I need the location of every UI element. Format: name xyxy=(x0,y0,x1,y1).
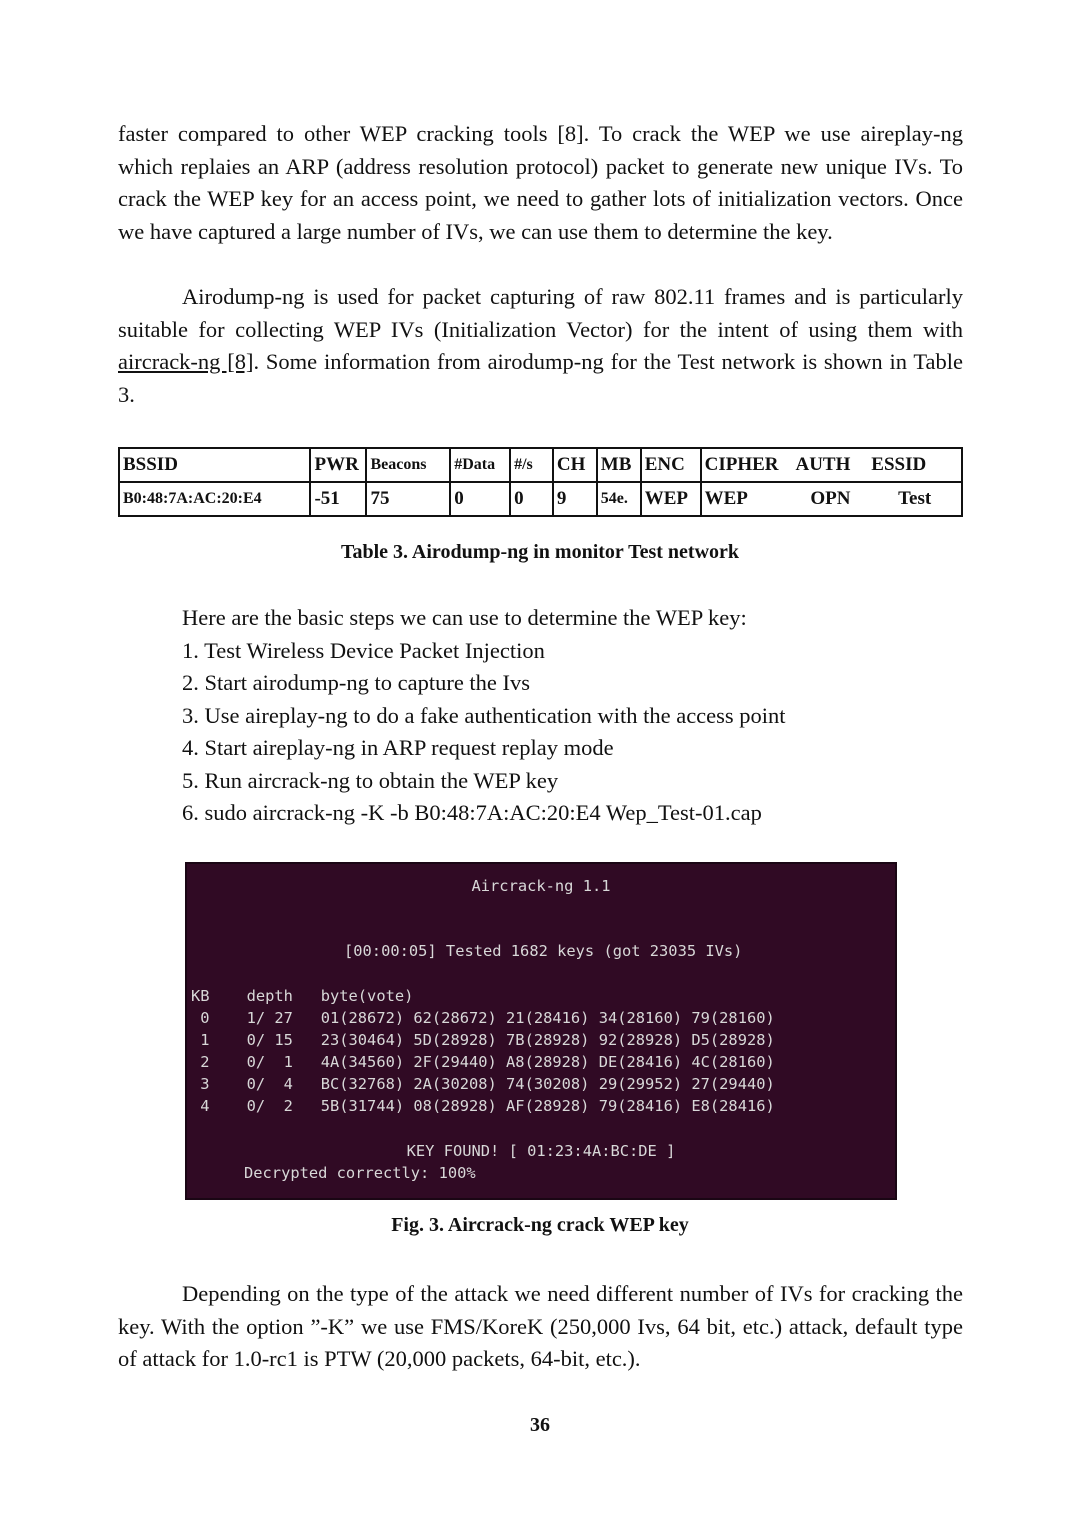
table-cell: 54e. xyxy=(597,482,641,516)
steps-list xyxy=(182,602,962,830)
terminal-tested-line: [00:00:05] Tested 1682 keys (got 23035 IVs) xyxy=(344,942,743,960)
terminal-row: 0 1/ 27 01(28672) 62(28672) 21(28416) 34(28160) 79(28160) xyxy=(191,1009,775,1027)
list-item: 6. sudo aircrack-ng -K -b B0:48:7A:AC:20:E4 Wep_Test-01.cap xyxy=(182,800,762,825)
table-header: CIPHER xyxy=(701,448,793,482)
page-number: 36 xyxy=(530,1414,550,1436)
table-header: #/s xyxy=(510,448,553,482)
table-row xyxy=(119,482,962,516)
terminal-row: 1 0/ 15 23(30464) 5D(28928) 7B(28928) 92(28928) D5(28928) xyxy=(191,1031,775,1049)
table-header: AUTH xyxy=(792,448,868,482)
paragraph-intro: faster compared to other WEP cracking tools [8]. To crack the WEP we use aireplay-ng which replaies an ARP (address resolution protocol) packet to generate new unique IVs. To crack the WEP key for an access point, we need to gather lots of initialization vectors. Once we have captured a large number of IVs, we can use them to determine the key. xyxy=(118,121,963,244)
table-caption: Table 3. Airodump-ng in monitor Test network xyxy=(340,541,740,563)
terminal-row: 4 0/ 2 5B(31744) 08(28928) AF(28928) 79(28416) E8(28416) xyxy=(191,1097,775,1115)
table-cell: -51 xyxy=(310,482,366,516)
list-item: 2. Start airodump-ng to capture the Ivs xyxy=(182,670,531,695)
terminal-key-found: KEY FOUND! [ 01:23:4A:BC:DE ] xyxy=(406,1142,676,1160)
table-cell: WEP xyxy=(701,482,793,516)
table-cell: 0 xyxy=(510,482,553,516)
table-header: PWR xyxy=(310,448,366,482)
paragraph-airodump-text-2: . Some information from airodump-ng for the Test network is shown in Table 3. xyxy=(118,349,964,407)
table-cell: 0 xyxy=(450,482,510,516)
paragraph-airodump xyxy=(118,281,963,411)
table-cell: OPN xyxy=(792,482,868,516)
table-cell: B0:48:7A:AC:20:E4 xyxy=(119,482,310,516)
table-header-row xyxy=(119,448,962,482)
steps-intro: Here are the basic steps we can use to determine the WEP key: xyxy=(182,605,747,630)
aircrack-reference-link[interactable]: aircrack-ng [8] xyxy=(118,349,254,374)
table-cell: 75 xyxy=(366,482,450,516)
list-item: 5. Run aircrack-ng to obtain the WEP key xyxy=(182,767,559,793)
list-item: 4. Start aireplay-ng in ARP request replay mode xyxy=(182,735,614,760)
table-header: MB xyxy=(597,448,641,482)
table-cell: WEP xyxy=(641,482,701,516)
table-cell: 9 xyxy=(553,482,597,516)
paragraph-attack-types: Depending on the type of the attack we need different number of IVs for cracking the key. With the option ”-K” we use FMS/KoreK (250,000 Ivs, 64 bit, etc.) attack, default type of attack for 1.0-rc1 is PTW (20,000 packets, 64-bit, etc.). xyxy=(118,1281,963,1371)
list-item: 3. Use aireplay-ng to do a fake authentication with the access point xyxy=(182,702,786,728)
airodump-table xyxy=(118,447,963,517)
terminal-screenshot xyxy=(185,862,897,1200)
terminal-row: 2 0/ 1 4A(34560) 2F(29440) A8(28928) DE(28416) 4C(28160) xyxy=(191,1053,775,1071)
terminal-row: 3 0/ 4 BC(32768) 2A(30208) 74(30208) 29(29952) 27(29440) xyxy=(191,1075,775,1093)
list-item: 1. Test Wireless Device Packet Injection xyxy=(182,637,545,663)
table-header: #Data xyxy=(450,448,510,482)
figure-caption: Fig. 3. Aircrack-ng crack WEP key xyxy=(391,1214,689,1236)
terminal-table-header: KB depth byte(vote) xyxy=(191,987,414,1005)
table-header: Beacons xyxy=(366,448,450,482)
paragraph-airodump-text-1: Airodump-ng is used for packet capturing of raw 802.11 frames and is particularly suitable for collecting WEP IVs (Initialization Vector) for the intent of using them with xyxy=(118,284,963,342)
table-cell: Test xyxy=(868,482,962,516)
table-header: BSSID xyxy=(119,448,310,482)
table-header: CH xyxy=(553,448,597,482)
terminal-decrypted: Decrypted correctly: 100% xyxy=(244,1164,476,1182)
terminal-title: Aircrack-ng 1.1 xyxy=(471,877,611,895)
table-header: ENC xyxy=(641,448,701,482)
table-header: ESSID xyxy=(868,448,962,482)
